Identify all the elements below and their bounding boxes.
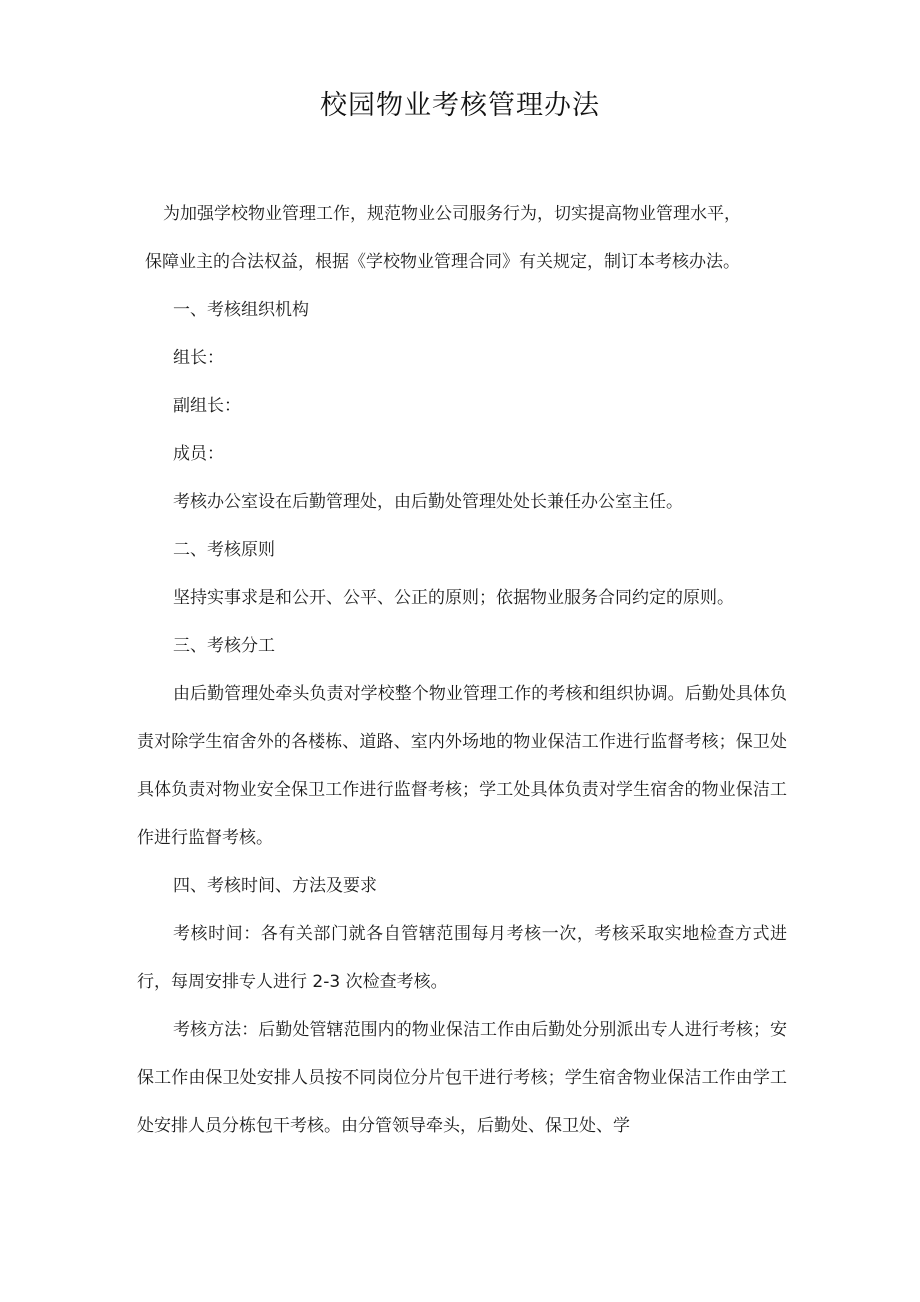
section-heading-4: 四、考核时间、方法及要求 xyxy=(173,876,377,896)
deputy-leader-line: 副组长： xyxy=(173,396,241,416)
document-body xyxy=(137,190,787,1150)
section-heading-3: 三、考核分工 xyxy=(173,636,275,656)
method-paragraph: 考核方法：后勤处管辖范围内的物业保洁工作由后勤处分别派出专人进行考核；安保工作由保卫处安排人员按不同岗位分片包干进行考核；学生宿舍物业保洁工作由学工处安排人员分栋包干考核。由分管领导牵头，后勤处、保卫处、学 xyxy=(137,1020,787,1136)
intro-paragraph-line-1: 为加强学校物业管理工作，规范物业公司服务行为，切实提高物业管理水平， xyxy=(163,204,741,224)
members-line: 成员： xyxy=(173,444,224,464)
time-paragraph: 考核时间：各有关部门就各自管辖范围每月考核一次，考核采取实地检查方式进行，每周安排专人进行 2-3 次检查考核。 xyxy=(137,924,787,992)
document-title: 校园物业考核管理办法 xyxy=(320,90,600,121)
section-heading-2: 二、考核原则 xyxy=(173,540,275,560)
leader-line: 组长： xyxy=(173,348,224,368)
intro-paragraph-line-2: 保障业主的合法权益，根据《学校物业管理合同》有关规定，制订本考核办法。 xyxy=(145,252,740,272)
office-paragraph: 考核办公室设在后勤管理处，由后勤处管理处处长兼任办公室主任。 xyxy=(173,492,683,512)
principle-paragraph: 坚持实事求是和公开、公平、公正的原则；依据物业服务合同约定的原则。 xyxy=(173,588,734,608)
section-heading-1: 一、考核组织机构 xyxy=(173,300,309,320)
division-paragraph: 由后勤管理处牵头负责对学校整个物业管理工作的考核和组织协调。后勤处具体负责对除学生宿舍外的各楼栋、道路、室内外场地的物业保洁工作进行监督考核；保卫处具体负责对物业安全保卫工作进行监督考核；学工处具体负责对学生宿舍的物业保洁工作进行监督考核。 xyxy=(137,684,787,848)
